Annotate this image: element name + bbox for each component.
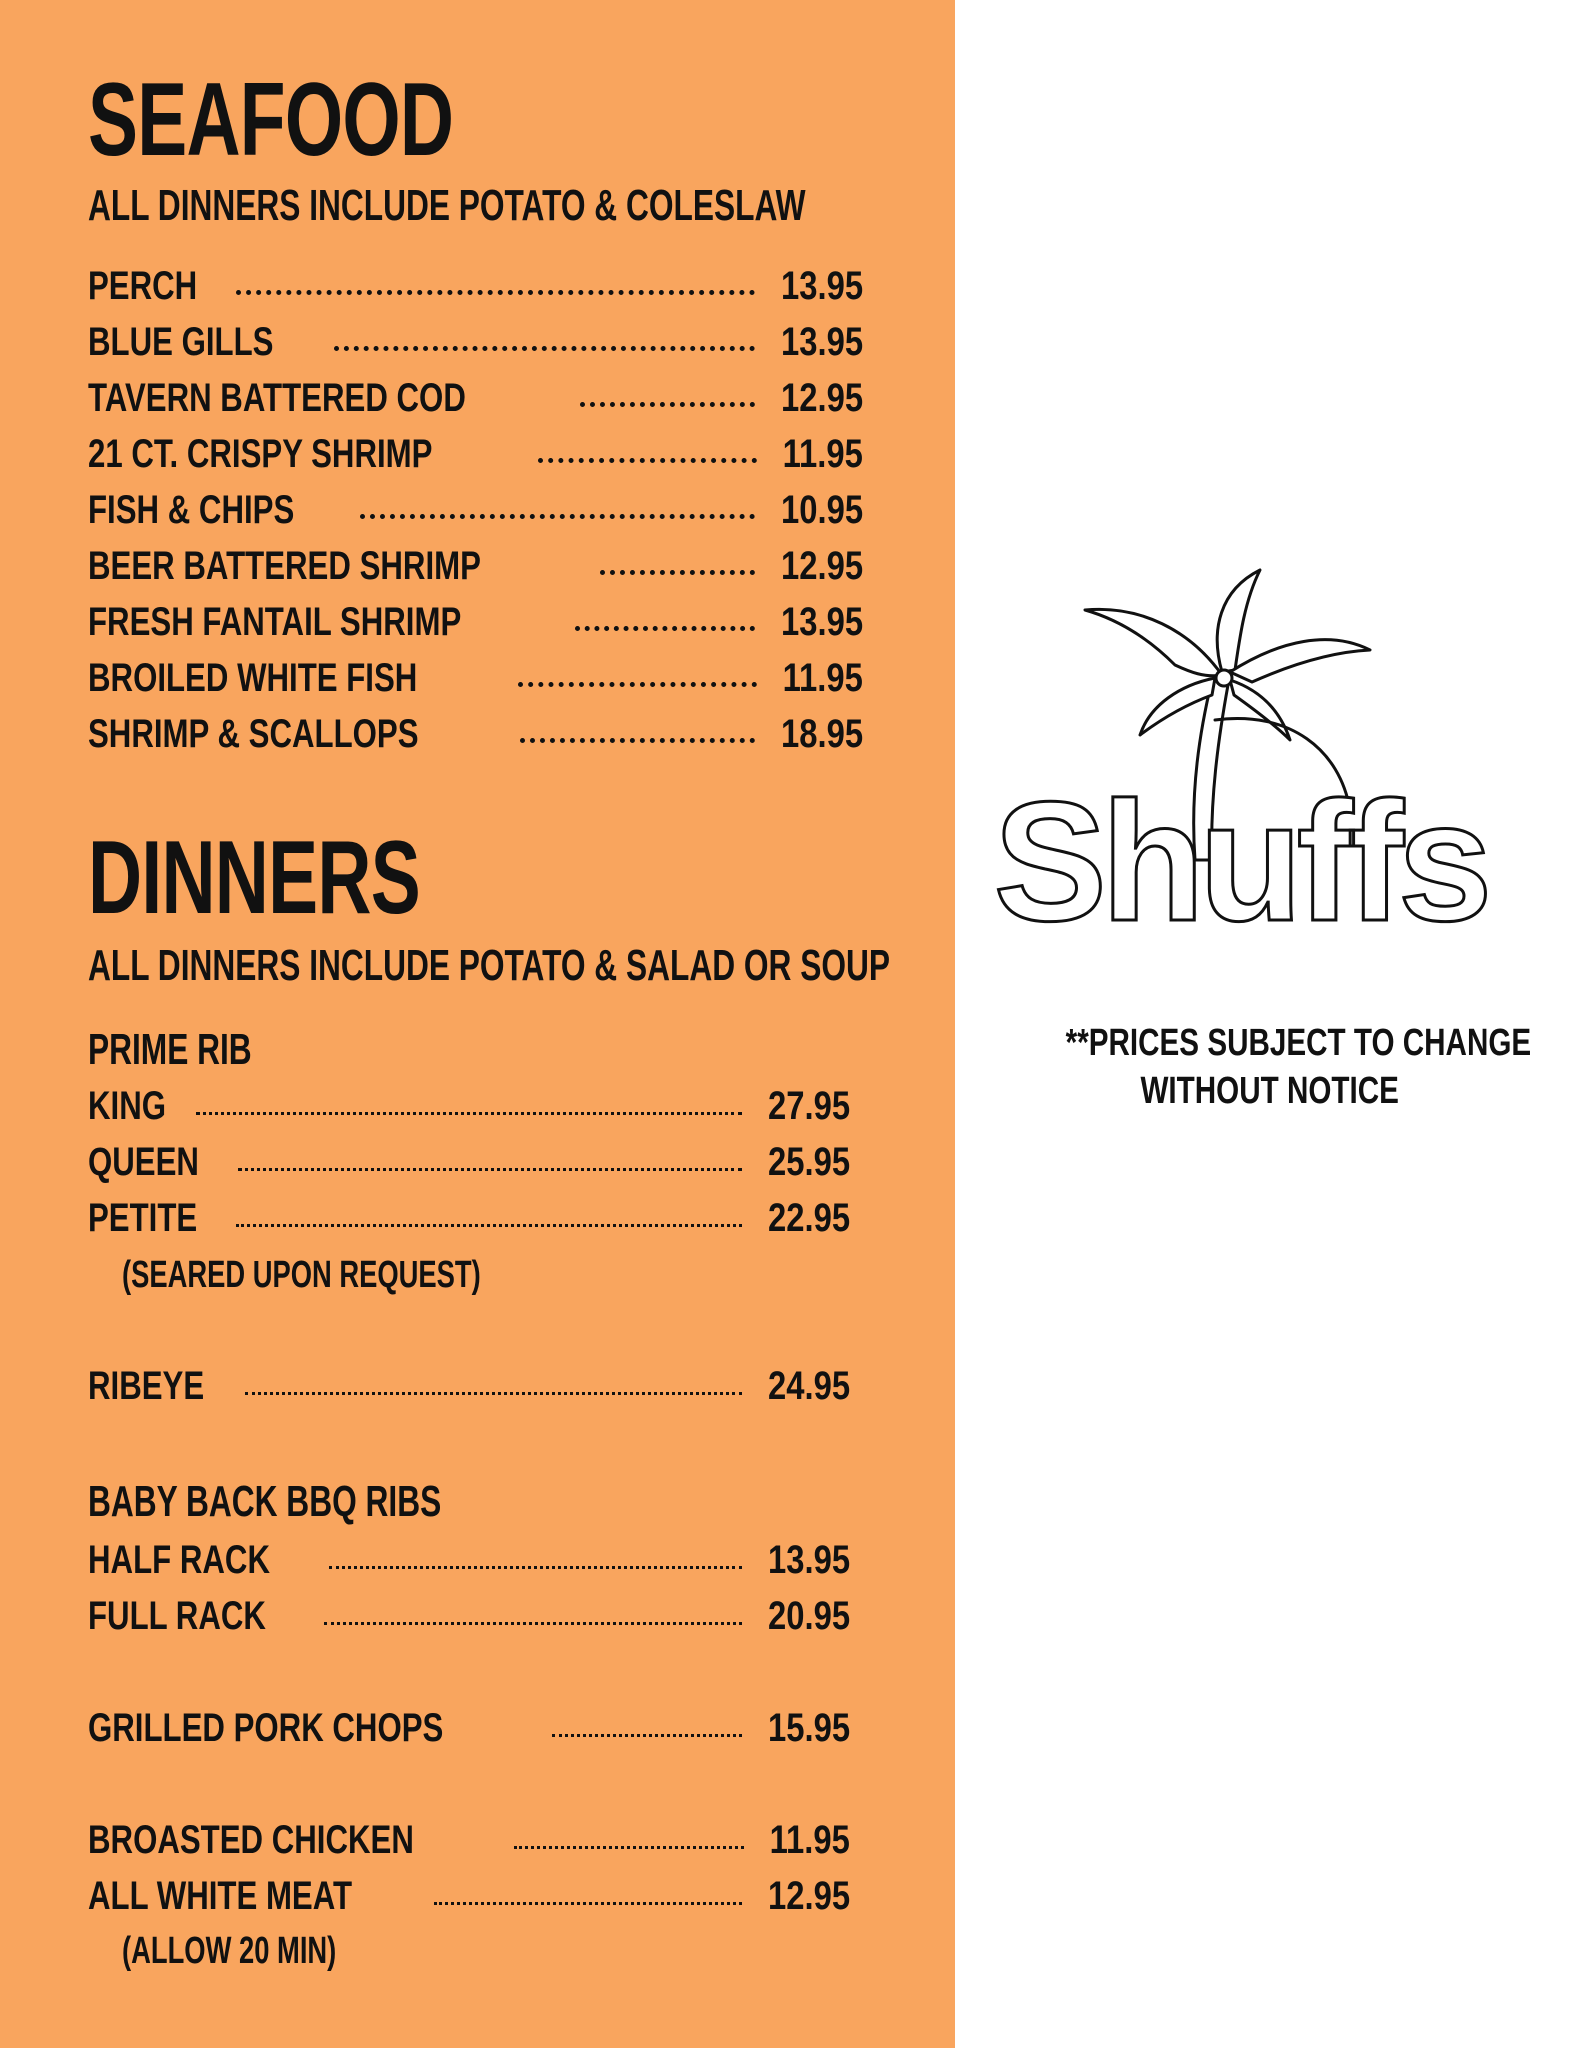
dot-leader <box>238 1168 742 1171</box>
dinners-title <box>88 820 549 936</box>
item-price: 13.95 <box>780 264 863 308</box>
seafood-title-text: SEAFOOD <box>88 62 454 178</box>
item-price: 13.95 <box>780 320 863 364</box>
item-name: FISH & CHIPS <box>88 488 295 532</box>
menu-item-broasted-chicken <box>88 1820 850 1860</box>
item-price: 20.95 <box>767 1594 850 1638</box>
item-price: 11.95 <box>782 656 863 700</box>
item-price: 18.95 <box>780 712 863 756</box>
dot-leader <box>196 1112 742 1115</box>
item-name: FULL RACK <box>88 1594 266 1638</box>
item-price: 13.95 <box>767 1538 850 1582</box>
dot-leader <box>245 1392 742 1395</box>
dinners-subtitle <box>88 941 1202 990</box>
menu-item-all-white-meat <box>88 1876 850 1916</box>
menu-item-petite <box>88 1198 850 1238</box>
dot-leader <box>236 290 755 295</box>
menu-item-beer-battered-shrimp <box>88 546 863 586</box>
item-price: 27.95 <box>767 1084 850 1128</box>
seafood-subtitle <box>88 181 1085 230</box>
seafood-title <box>88 62 595 178</box>
chicken-note <box>122 1932 420 1970</box>
logo-wordmark: Shuffs <box>993 767 1487 950</box>
dot-leader <box>514 1846 744 1849</box>
bbq-ribs-heading-text: BABY BACK BBQ RIBS <box>88 1477 442 1526</box>
menu-item-fish-and-chips <box>88 490 863 530</box>
item-name: GRILLED PORK CHOPS <box>88 1706 444 1750</box>
dot-leader <box>360 514 754 519</box>
dot-leader <box>324 1622 742 1625</box>
item-name: 21 CT. CRISPY SHRIMP <box>88 432 433 476</box>
item-name: BROILED WHITE FISH <box>88 656 418 700</box>
prime-rib-note <box>122 1256 620 1294</box>
chicken-note-text: (ALLOW 20 MIN) <box>122 1930 337 1972</box>
dot-leader <box>334 346 755 351</box>
menu-item-blue-gills <box>88 322 863 362</box>
price-notice <box>1000 1020 1540 1115</box>
menu-item-crispy-shrimp <box>88 434 863 474</box>
menu-item-full-rack <box>88 1596 850 1636</box>
dot-leader <box>538 458 758 463</box>
prime-rib-note-text: (SEARED UPON REQUEST) <box>122 1254 481 1296</box>
item-price: 11.95 <box>782 432 863 476</box>
menu-item-queen <box>88 1142 850 1182</box>
dinners-title-text: DINNERS <box>88 820 420 936</box>
dot-leader <box>520 738 755 743</box>
dot-leader <box>575 626 755 631</box>
item-name: BLUE GILLS <box>88 320 274 364</box>
item-price: 15.95 <box>767 1706 850 1750</box>
dot-leader <box>329 1566 742 1569</box>
item-name: QUEEN <box>88 1140 199 1184</box>
dot-leader <box>600 570 755 575</box>
item-name: ALL WHITE MEAT <box>88 1874 353 1918</box>
item-name: BEER BATTERED SHRIMP <box>88 544 481 588</box>
bbq-ribs-heading <box>88 1477 579 1526</box>
dot-leader <box>434 1902 741 1905</box>
menu-item-shrimp-and-scallops <box>88 714 863 754</box>
menu-item-tavern-battered-cod <box>88 378 863 418</box>
item-price: 11.95 <box>769 1818 850 1862</box>
item-name: FRESH FANTAIL SHRIMP <box>88 600 462 644</box>
item-name: SHRIMP & SCALLOPS <box>88 712 419 756</box>
menu-item-king <box>88 1086 850 1126</box>
item-price: 24.95 <box>767 1364 850 1408</box>
dot-leader <box>236 1224 742 1227</box>
dinners-subtitle-text: ALL DINNERS INCLUDE POTATO & SALAD OR SOUP <box>88 941 891 990</box>
item-name: PETITE <box>88 1196 198 1240</box>
menu-item-half-rack <box>88 1540 850 1580</box>
menu-item-broiled-white-fish <box>88 658 863 698</box>
menu-item-perch <box>88 266 863 306</box>
item-price: 12.95 <box>767 1874 850 1918</box>
item-price: 12.95 <box>780 544 863 588</box>
menu-item-fantail-shrimp <box>88 602 863 642</box>
item-name: RIBEYE <box>88 1364 205 1408</box>
dot-leader <box>552 1734 742 1737</box>
menu-item-pork-chops <box>88 1708 850 1748</box>
notice-line-1: **PRICES SUBJECT TO CHANGE <box>1065 1022 1532 1064</box>
item-price: 13.95 <box>780 600 863 644</box>
item-name: BROASTED CHICKEN <box>88 1818 414 1862</box>
item-price: 25.95 <box>767 1140 850 1184</box>
item-price: 10.95 <box>780 488 863 532</box>
prime-rib-heading-text: PRIME RIB <box>88 1025 252 1074</box>
item-name: KING <box>88 1084 166 1128</box>
seafood-subtitle-text: ALL DINNERS INCLUDE POTATO & COLESLAW <box>88 181 806 230</box>
menu-item-ribeye <box>88 1366 850 1406</box>
notice-line-2: WITHOUT NOTICE <box>1140 1069 1400 1112</box>
dot-leader <box>518 682 757 687</box>
item-name: TAVERN BATTERED COD <box>88 376 466 420</box>
item-name: HALF RACK <box>88 1538 270 1582</box>
prime-rib-heading <box>88 1025 315 1074</box>
item-price: 12.95 <box>780 376 863 420</box>
item-name: PERCH <box>88 264 198 308</box>
dot-leader <box>580 402 754 407</box>
item-price: 22.95 <box>767 1196 850 1240</box>
shuffs-logo <box>990 560 1530 950</box>
